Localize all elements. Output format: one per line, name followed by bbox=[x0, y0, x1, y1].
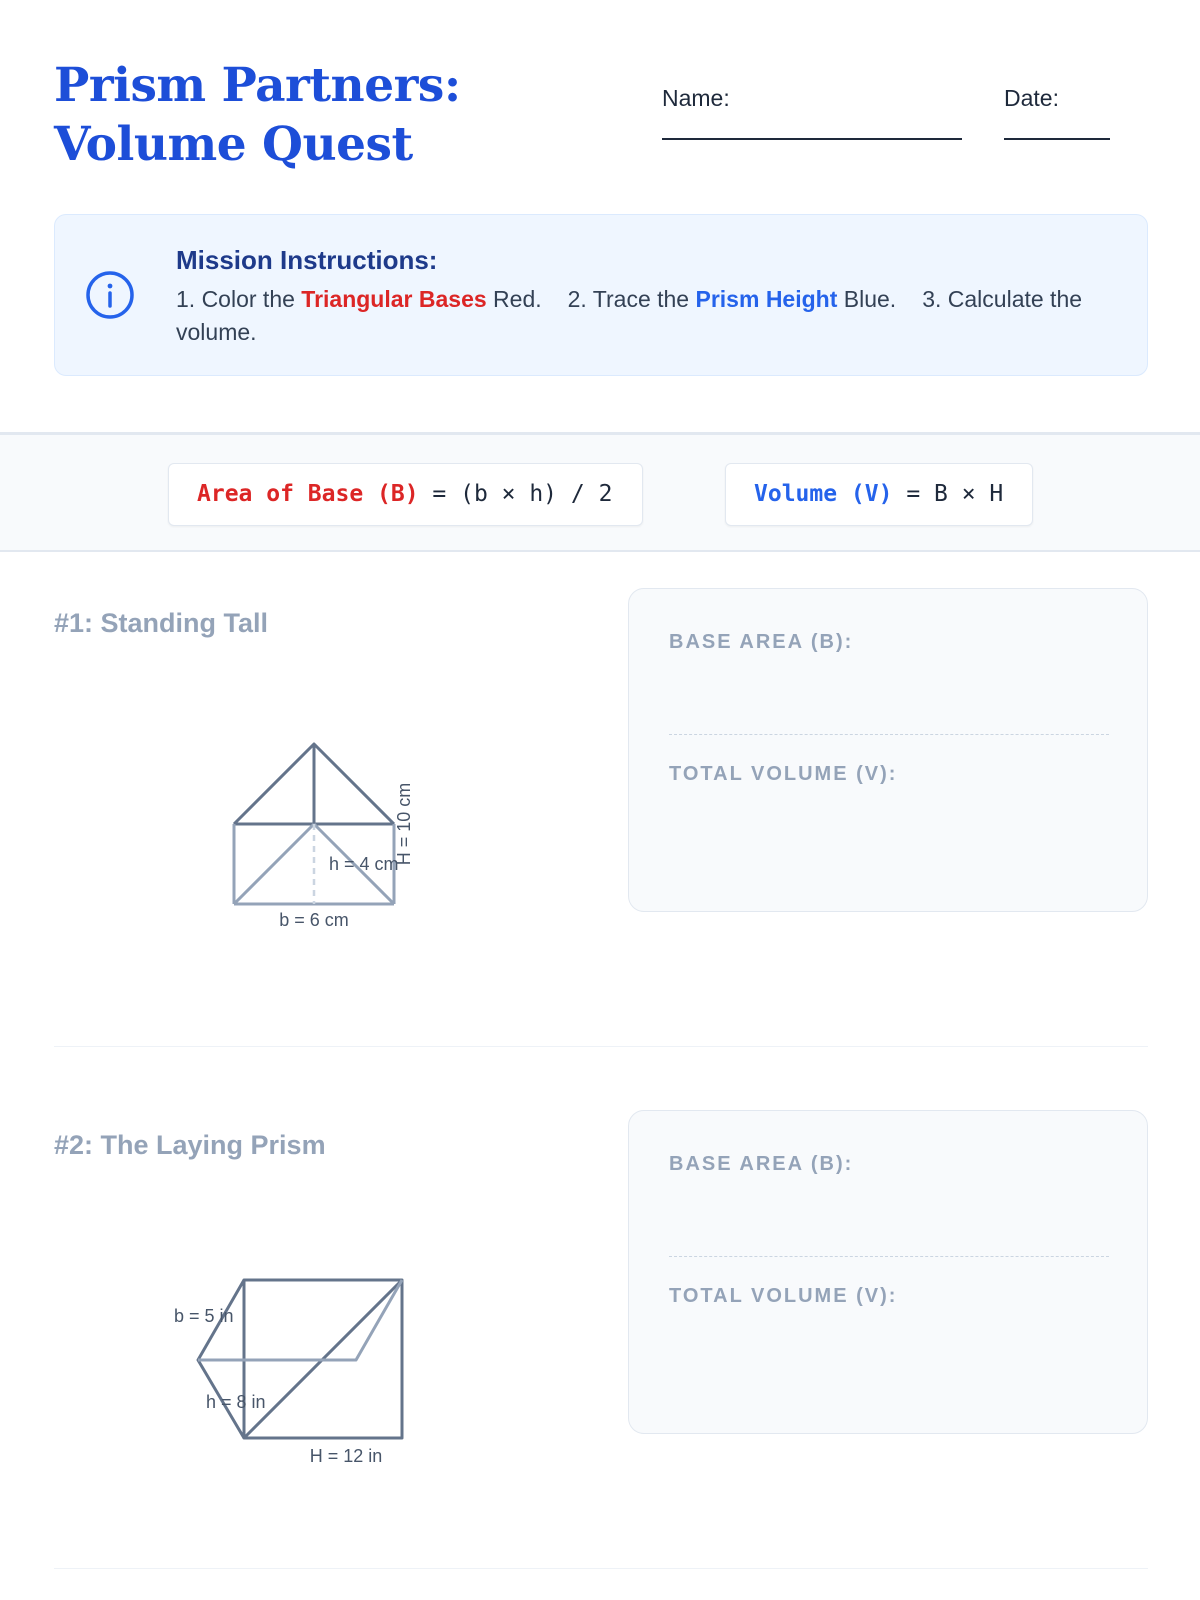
formula-band bbox=[0, 432, 1200, 552]
step2-prefix: 2. Trace the bbox=[567, 286, 696, 312]
step2-suffix: Blue. bbox=[837, 286, 897, 312]
problem-1-answer-divider bbox=[669, 734, 1109, 735]
problem-2-separator bbox=[54, 1568, 1148, 1569]
prism-1-figure[interactable] bbox=[194, 728, 514, 988]
date-field[interactable] bbox=[1004, 84, 1110, 140]
problem-2 bbox=[54, 1130, 1148, 1570]
step1-suffix: Red. bbox=[486, 286, 542, 312]
info-circle-icon bbox=[85, 270, 135, 320]
prism-2-tri-height-label: h = 8 in bbox=[206, 1392, 266, 1412]
instructions-box bbox=[54, 214, 1148, 376]
prism-2-prism-height-label: H = 12 in bbox=[309, 1446, 383, 1466]
prism-1-prism-height-label: H = 10 cm bbox=[394, 782, 414, 866]
instructions-text bbox=[176, 283, 1116, 349]
name-blank-line[interactable] bbox=[662, 138, 962, 140]
worksheet-header bbox=[54, 56, 1148, 176]
prism-1-base-label: b = 6 cm bbox=[279, 910, 349, 930]
step1-prefix: 1. Color the bbox=[176, 286, 302, 312]
problem-2-answer-divider bbox=[669, 1256, 1109, 1257]
problem-2-volume-label: TOTAL VOLUME (V): bbox=[669, 1285, 898, 1307]
instructions-title: Mission Instructions: bbox=[176, 245, 438, 275]
prism-1-diag-left bbox=[234, 824, 314, 904]
name-field[interactable] bbox=[662, 84, 962, 140]
problem-2-title: #2: The Laying Prism bbox=[54, 1130, 326, 1160]
volume-formula bbox=[725, 463, 1033, 526]
base-area-formula bbox=[168, 463, 643, 526]
problem-2-answer-box[interactable] bbox=[628, 1110, 1148, 1434]
problem-1 bbox=[54, 608, 1148, 1048]
volume-term: Volume (V) bbox=[754, 481, 893, 507]
step3-text: 3. Calculate the volume. bbox=[176, 286, 1083, 345]
problem-1-volume-label: TOTAL VOLUME (V): bbox=[669, 763, 898, 785]
step2-highlight: Prism Height bbox=[695, 286, 838, 312]
name-label: Name: bbox=[662, 85, 730, 111]
problem-1-base-area-label: BASE AREA (B): bbox=[669, 631, 854, 653]
base-area-term: Area of Base (B) bbox=[197, 481, 419, 507]
base-area-expression: = (b × h) / 2 bbox=[418, 481, 613, 507]
page-title: Prism Partners: Volume Quest bbox=[54, 58, 461, 172]
volume-expression: = B × H bbox=[892, 481, 1004, 507]
problem-1-separator bbox=[54, 1046, 1148, 1047]
date-blank-line[interactable] bbox=[1004, 138, 1110, 140]
date-label: Date: bbox=[1004, 85, 1059, 111]
prism-1-tri-height-label: h = 4 cm bbox=[329, 854, 399, 874]
problem-1-answer-box[interactable] bbox=[628, 588, 1148, 912]
prism-2-base-label: b = 5 in bbox=[174, 1306, 234, 1326]
problem-2-base-area-label: BASE AREA (B): bbox=[669, 1153, 854, 1175]
step1-highlight: Triangular Bases bbox=[301, 286, 487, 312]
prism-2-figure[interactable] bbox=[154, 1250, 474, 1510]
problem-1-title: #1: Standing Tall bbox=[54, 608, 269, 638]
